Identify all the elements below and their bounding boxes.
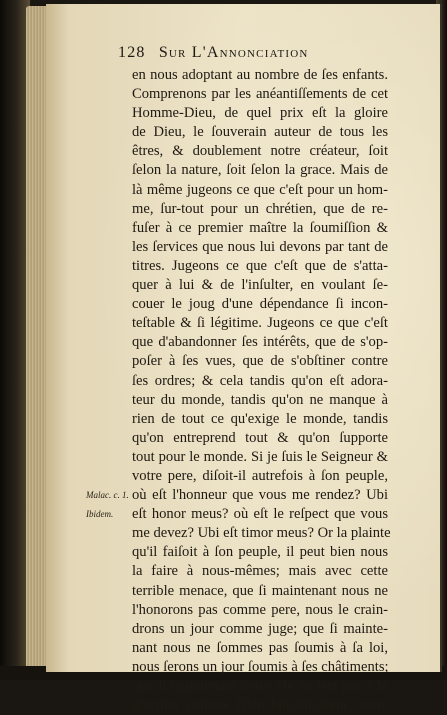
text-line: qu'il faiſoit à ſon peuple, il peut bien nous [132, 544, 388, 561]
text-line: titres. Jugeons ce que c'eſt que de s'atta- [132, 257, 388, 274]
text-line: où eſt l'honneur que vous me rendez? Ubi [132, 487, 388, 504]
text-line: ſelon la nature, ſoit ſelon la grace. Mais de [132, 162, 388, 179]
text-line: l'honorons pas comme pere, nous le crain- [132, 601, 388, 618]
text-line: glorifier comme Dieu ſanctificateur, notre [132, 697, 388, 714]
body-text [132, 66, 391, 715]
text-line: ſes ordres; & cela tandis qu'on eſt adora- [132, 372, 388, 389]
text-line: êtres, & doublement notre créateur, ſoit [132, 143, 388, 160]
running-title: Sur L'Annonciation [158, 44, 309, 61]
text-line: drons un jour comme juge; que ſi mainte- [132, 620, 388, 637]
text-line: les ſervices que nous lui devons par tant de [132, 238, 388, 255]
text-line: qu'on entreprend tout & qu'on ſupporte [132, 429, 388, 446]
margin-note: Ibidem. [86, 509, 114, 520]
text-line: Homme-Dieu, de quel prix eſt la gloire [132, 105, 388, 122]
text-line: nant nous ne ſommes pas ſoumis à ſa loi, [132, 639, 388, 656]
text-line: poſer à ſes vues, que de s'obſtiner contre [132, 353, 388, 370]
text-line: teſtable & ſi légitime. Jugeons ce que c'eſt [132, 315, 388, 332]
text-line: quer à lui & de l'inſulter, en voulant ſe- [132, 277, 388, 294]
text-line: de Dieu, le ſouverain auteur de tous les [132, 124, 388, 141]
text-line: eſt honor meus? où eſt le reſpect que vous [132, 506, 388, 523]
text-line: me devez? Ubi eſt timor meus? Or la plainte [132, 525, 391, 542]
text-line: la faire à nous-mêmes; mais avec cette [132, 563, 388, 580]
text-line: là même jugeons ce que c'eſt pour un hom- [132, 181, 388, 198]
text-line: que ſi maintenant notre vie ne ſert pas à le [132, 678, 388, 694]
text-line: Comprenons par les anéantiſſements de cet [132, 86, 388, 103]
running-header [118, 44, 358, 62]
text-line: en nous adoptant au nombre de ſes enfants. [132, 67, 388, 83]
text-line: me, ſur-tout pour un chrétien, que de re- [132, 200, 388, 217]
text-line: terrible menace, que ſi maintenant nous ne [132, 582, 388, 599]
margin-note: Malac. c. 1. [86, 490, 129, 501]
text-line: que d'abandonner ſes intérêts, que de s'op- [132, 334, 388, 351]
text-line: nous ſerons un jour ſoumis à ſes châtiments; [132, 658, 389, 675]
text-line: fuſer à ce premier maître la ſoumiſſion & [132, 219, 388, 236]
text-line: rien de tout ce qu'exige le monde, tandis [132, 410, 388, 427]
text-line: tout pour le monde. Si je ſuis le Seigneur & [132, 448, 388, 465]
text-line: couer le joug d'une dépendance ſi incon- [132, 296, 388, 313]
text-line: votre pere, diſoit-il autrefois à ſon peuple, [132, 467, 388, 484]
page-number: 128 [118, 44, 146, 61]
text-line: teur du monde, tandis qu'on ne manque à [132, 391, 388, 408]
